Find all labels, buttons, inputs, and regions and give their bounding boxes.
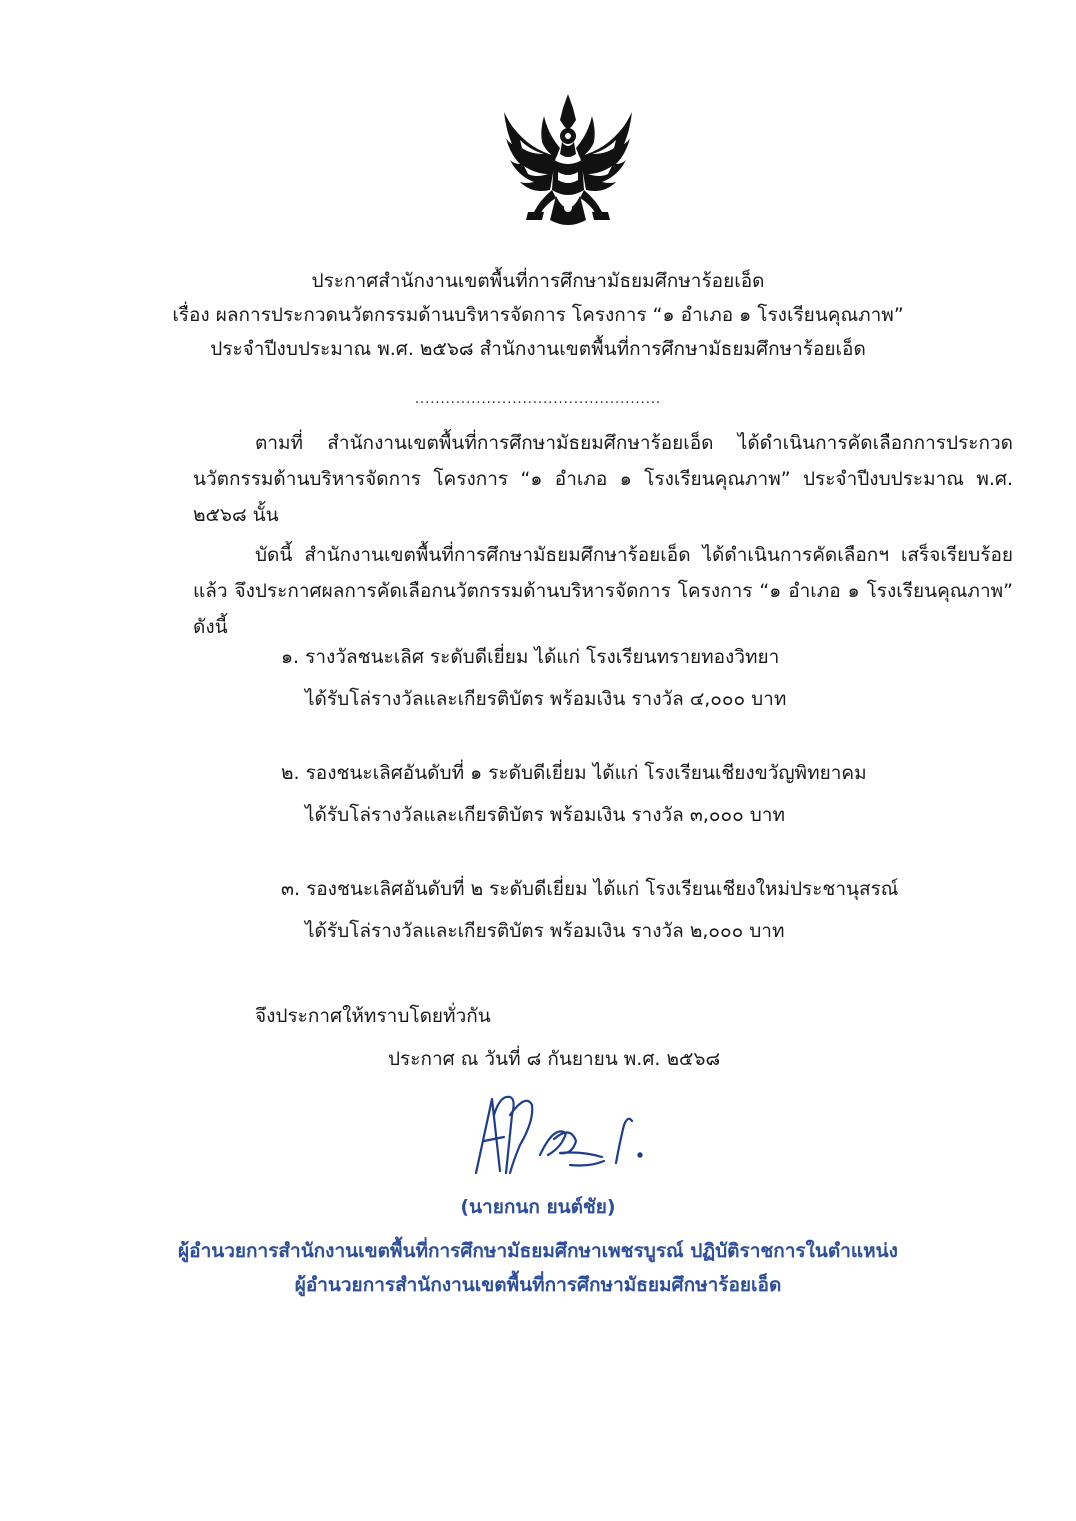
body-paragraph-1 xyxy=(193,425,1013,533)
garuda-emblem-icon xyxy=(500,90,636,230)
signatory-position-2: ผู้อำนวยการสำนักงานเขตพื้นที่การศึกษามัธยมศึกษาร้อยเอ็ด xyxy=(294,1274,782,1296)
dotted-separator: ................................................ xyxy=(414,392,662,407)
award-2-title: ๒. รองชนะเลิศอันดับที่ ๑ ระดับดีเยี่ยม ได้แก่ โรงเรียนเชียงขวัญพิทยาคม xyxy=(281,762,867,784)
signatory-name: (นายกนก ยนต์ชัย) xyxy=(460,1196,616,1218)
announcement-subject: เรื่อง ผลการประกวดนวัตกรรมด้านบริหารจัดการ โครงการ “๑ อำเภอ ๑ โรงเรียนคุณภาพ” xyxy=(172,304,904,326)
award-3-prize: ได้รับโล่รางวัลและเกียรติบัตร พร้อมเงิน รางวัล ๒,๐๐๐ บาท xyxy=(305,920,785,942)
closing-announcement: จึงประกาศให้ทราบโดยทั่วกัน xyxy=(255,1005,491,1027)
award-2-prize: ได้รับโล่รางวัลและเกียรติบัตร พร้อมเงิน รางวัล ๓,๐๐๐ บาท xyxy=(305,804,785,826)
award-1-title: ๑. รางวัลชนะเลิศ ระดับดีเยี่ยม ได้แก่ โรงเรียนทรายทองวิทยา xyxy=(281,646,780,668)
announcement-title: ประกาศสำนักงานเขตพื้นที่การศึกษามัธยมศึกษาร้อยเอ็ด xyxy=(311,270,765,292)
paragraph-2-text: บัดนี้ สำนักงานเขตพื้นที่การศึกษามัธยมศึกษาร้อยเอ็ด ได้ดำเนินการคัดเลือกฯ เสร็จเรียบร้อยแล้ว จึงประกาศผลการคัดเลือกนวัตกรรมด้านบริหารจัดการ โครงการ “๑ อำเภอ ๑ โรงเรียนคุณภาพ” ดังนี้ xyxy=(193,544,1013,638)
signatory-position-1: ผู้อำนวยการสำนักงานเขตพื้นที่การศึกษามัธยมศึกษาเพชรบูรณ์ ปฏิบัติราชการในตำแหน่ง xyxy=(178,1240,898,1262)
signature-image xyxy=(470,1085,660,1185)
award-3-title: ๓. รองชนะเลิศอันดับที่ ๒ ระดับดีเยี่ยม ได้แก่ โรงเรียนเชียงใหม่ประชานุสรณ์ xyxy=(281,878,899,900)
paragraph-1-text: ตามที่ สำนักงานเขตพื้นที่การศึกษามัธยมศึกษาร้อยเอ็ด ได้ดำเนินการคัดเลือกการประกวดนวัตกรรมด้านบริหารจัดการ โครงการ “๑ อำเภอ ๑ โรงเรียนคุณภาพ” ประจำปีงบประมาณ พ.ศ. ๒๕๖๘ นั้น xyxy=(193,432,1013,526)
body-paragraph-2 xyxy=(193,537,1013,645)
announcement-date: ประกาศ ณ วันที่ ๘ กันยายน พ.ศ. ๒๕๖๘ xyxy=(388,1048,721,1070)
announcement-fiscal-year: ประจำปีงบประมาณ พ.ศ. ๒๕๖๘ สำนักงานเขตพื้นที่การศึกษามัธยมศึกษาร้อยเอ็ด xyxy=(210,338,866,360)
award-1-prize: ได้รับโล่รางวัลและเกียรติบัตร พร้อมเงิน รางวัล ๔,๐๐๐ บาท xyxy=(305,688,787,710)
